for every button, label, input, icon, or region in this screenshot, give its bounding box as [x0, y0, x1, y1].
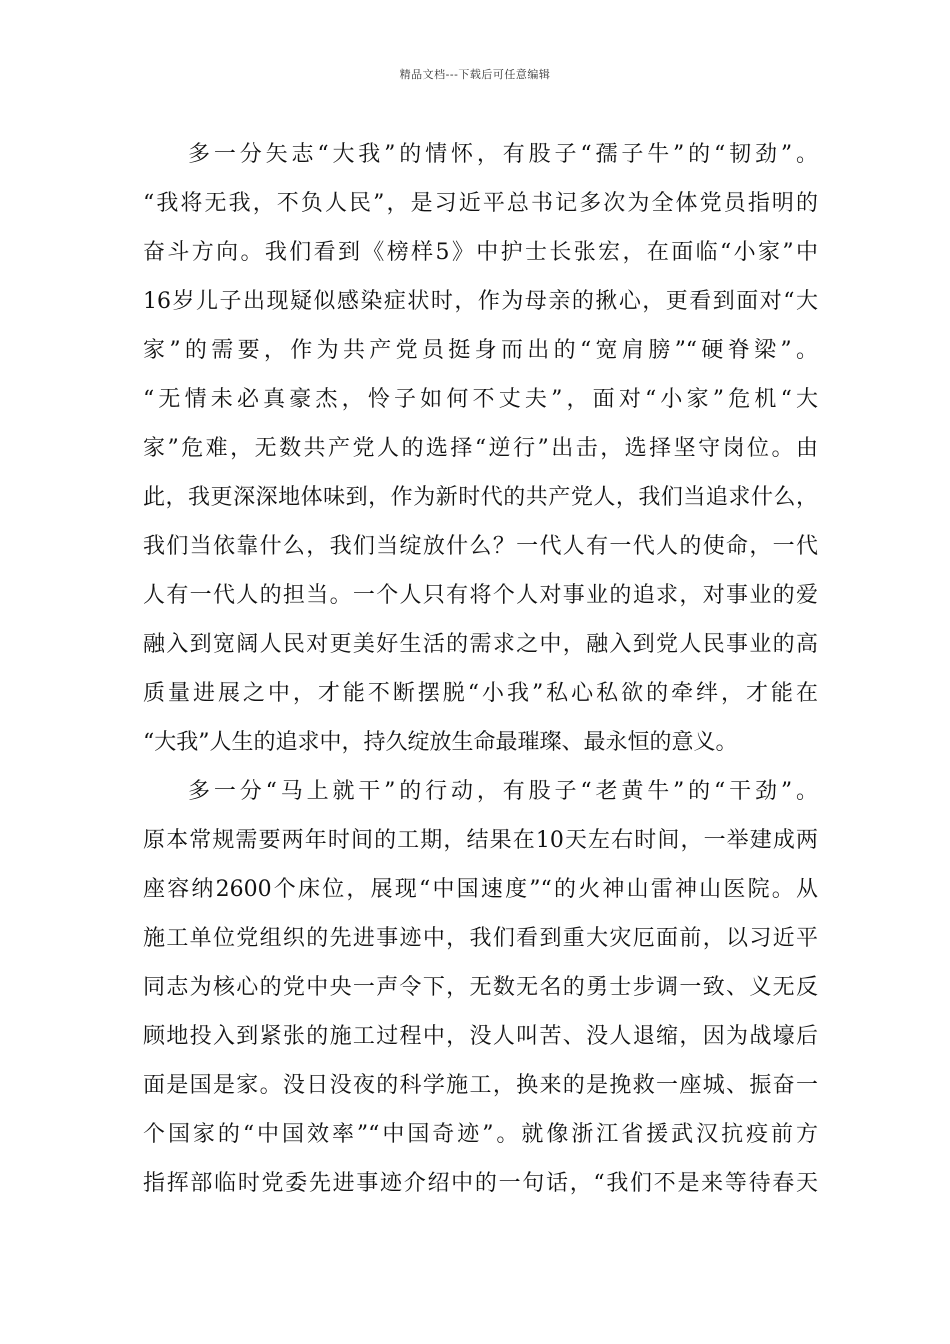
paragraph-line: 16岁儿子出现疑似感染症状时，作为母亲的揪心，更看到面对“大	[143, 289, 818, 314]
document-body	[143, 130, 818, 1208]
paragraph-line: 此，我更深深地体味到，作为新时代的共产党人，我们当追求什么，	[143, 485, 818, 510]
paragraph-line: 座容纳2600个床位，展现“中国速度”“的火神山雷神山医院。从	[143, 877, 818, 902]
paragraph-line: 融入到宽阔人民对更美好生活的需求之中，融入到党人民事业的高	[143, 632, 818, 657]
paragraph-line: 原本常规需要两年时间的工期，结果在10天左右时间，一举建成两	[143, 828, 818, 853]
paragraph-line: “无情未必真豪杰，怜子如何不丈夫”，面对“小家”危机“大	[143, 387, 818, 412]
paragraph-line: 面是国是家。没日没夜的科学施工，换来的是挽救一座城、振奋一	[143, 1073, 818, 1098]
paragraph-line: 我们当依靠什么，我们当绽放什么？一代人有一代人的使命，一代	[143, 534, 818, 559]
paragraph-line: 施工单位党组织的先进事迹中，我们看到重大灾厄面前，以习近平	[143, 926, 818, 951]
paragraph-line: 质量进展之中，才能不断摆脱“小我”私心私欲的牵绊，才能在	[143, 681, 818, 706]
paragraph-line: 家”危难，无数共产党人的选择“逆行”出击，选择坚守岗位。由	[143, 436, 818, 461]
paragraph-line: 指挥部临时党委先进事迹介绍中的一句话，“我们不是来等待春天	[143, 1171, 818, 1196]
paragraph-line: 人有一代人的担当。一个人只有将个人对事业的追求，对事业的爱	[143, 583, 818, 608]
paragraph-line: “我将无我，不负人民”，是习近平总书记多次为全体党员指明的	[143, 191, 818, 216]
paragraph-line: 奋斗方向。我们看到《榜样5》中护士长张宏，在面临“小家”中	[143, 240, 818, 265]
paragraph-line: 家”的需要，作为共产党员挺身而出的“宽肩膀”“硬脊梁”。	[143, 338, 818, 363]
paragraph-line: 个国家的“中国效率”“中国奇迹”。就像浙江省援武汉抗疫前方	[143, 1122, 818, 1147]
paragraph-line: 顾地投入到紧张的施工过程中，没人叫苦、没人退缩，因为战壕后	[143, 1024, 818, 1049]
paragraph-line: 多一分“马上就干”的行动，有股子“老黄牛”的“干劲”。	[188, 779, 818, 804]
paragraph-line: “大我”人生的追求中，持久绽放生命最璀璨、最永恒的意义。	[143, 730, 738, 755]
paragraph-line: 同志为核心的党中央一声令下，无数无名的勇士步调一致、义无反	[143, 975, 818, 1000]
page-header: 精品文档---下载后可任意编辑	[399, 68, 551, 81]
paragraph-line: 多一分矢志“大我”的情怀，有股子“孺子牛”的“韧劲”。	[188, 142, 818, 167]
